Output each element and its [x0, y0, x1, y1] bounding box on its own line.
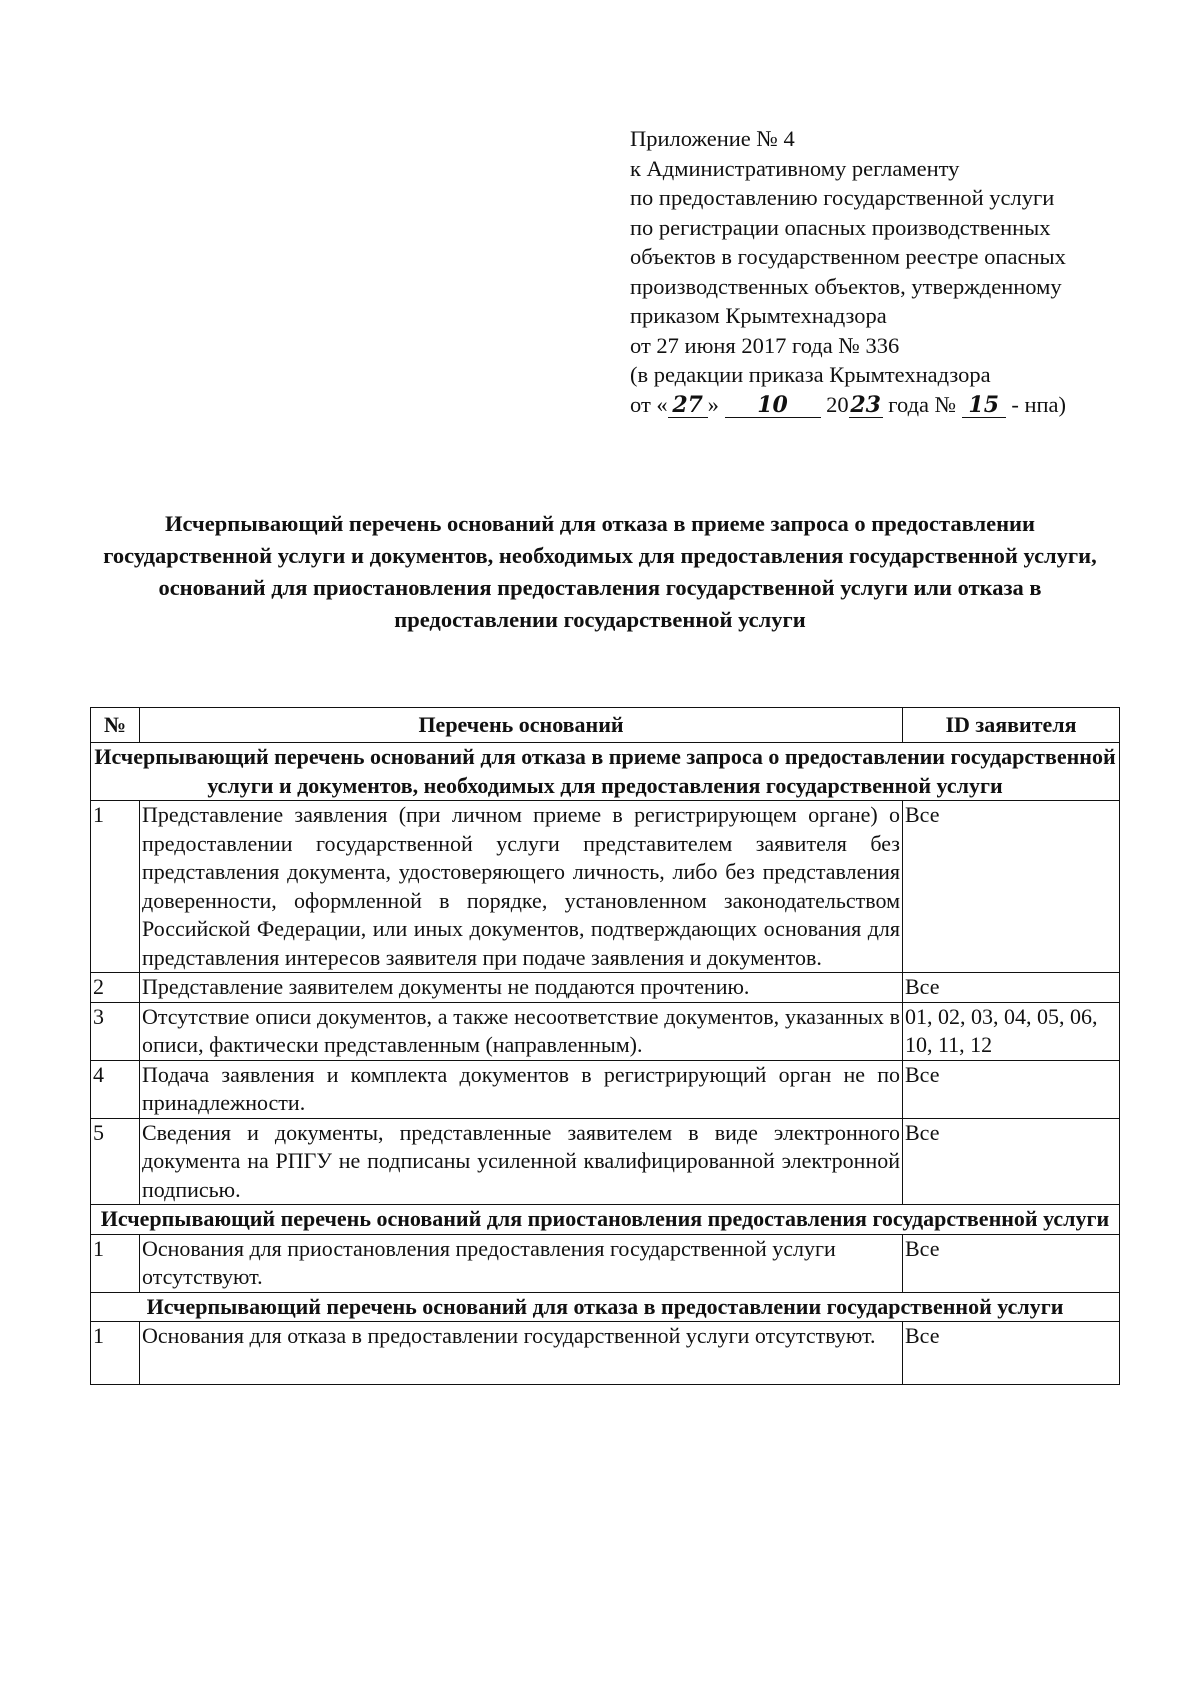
annex-line: по предоставлению государственной услуги	[630, 185, 1055, 210]
annex-line: по регистрации опасных производственных	[630, 214, 1051, 240]
row-text: Отсутствие описи документов, а также несоответствие документов, указанных в описи, фактически представленным (направленным).	[140, 1002, 903, 1060]
row-applicant-id: Все	[903, 973, 1120, 1003]
row-number: 4	[91, 1060, 140, 1118]
row-text: Основания для отказа в предоставлении государственной услуги отсутствуют.	[140, 1322, 903, 1385]
section-heading-row	[91, 1292, 1120, 1322]
section-heading: Исчерпывающий перечень оснований для приостановления предоставления государственной услуги	[91, 1205, 1120, 1235]
annex-line: приказом Крымтехнадзора	[630, 303, 887, 328]
annex-line: к Административному регламенту	[630, 155, 960, 181]
section-heading: Исчерпывающий перечень оснований для отказа в предоставлении государственной услуги	[91, 1292, 1120, 1322]
section-heading-row	[91, 1205, 1120, 1235]
table-row	[91, 1060, 1120, 1118]
grounds-table	[90, 707, 1120, 1385]
handwritten-year: 23	[850, 391, 881, 418]
date-mid: »	[707, 391, 719, 417]
row-text: Основания для приостановления предоставления государственной услуги отсутствуют.	[140, 1234, 903, 1292]
table-row	[91, 1002, 1120, 1060]
order-number-label: года №	[888, 391, 957, 417]
section-heading-row	[91, 743, 1120, 801]
header-applicant-id: ID заявителя	[903, 708, 1120, 743]
date-prefix: от «	[630, 391, 668, 417]
row-applicant-id: Все	[903, 1060, 1120, 1118]
year-prefix: 20	[826, 391, 849, 417]
row-number: 1	[91, 1322, 140, 1385]
row-number: 1	[91, 801, 140, 973]
annex-date-line	[630, 390, 1150, 420]
header-number: №	[91, 708, 140, 743]
row-text: Подача заявления и комплекта документов в регистрирующий орган не по принадлежности.	[140, 1060, 903, 1118]
annex-line: (в редакции приказа Крымтехнадзора	[630, 362, 991, 387]
row-number: 1	[91, 1234, 140, 1292]
table-row	[91, 1118, 1120, 1205]
header-grounds: Перечень оснований	[140, 708, 903, 743]
table-row	[91, 801, 1120, 973]
annex-header	[630, 124, 1150, 419]
table-row	[91, 973, 1120, 1003]
row-applicant-id: 01, 02, 03, 04, 05, 06, 10, 11, 12	[903, 1002, 1120, 1060]
row-text: Представление заявления (при личном приеме в регистрирующем органе) о предоставлении государственной услуги представителем заявителя без представления документа, удостоверяющего личность, либо без представления доверенности, оформленной в порядке, установленном законодательством Российской Федерации, или иных документов, подтверждающих основания для представления интересов заявителя при подаче заявления и документов.	[140, 801, 903, 973]
handwritten-number: 15	[962, 393, 1006, 418]
document-title: Исчерпывающий перечень оснований для отказа в приеме запроса о предоставлении государственной услуги и документов, необходимых для предоставления государственной услуги, оснований для приостановления предоставления государственной услуги или отказа в предоставлении государственной услуги	[103, 511, 1097, 632]
table-row	[91, 1234, 1120, 1292]
table-row	[91, 1322, 1120, 1385]
row-applicant-id: Все	[903, 1234, 1120, 1292]
row-number: 5	[91, 1118, 140, 1205]
row-applicant-id: Все	[903, 1322, 1120, 1385]
date-suffix: - нпа)	[1011, 391, 1067, 417]
annex-line: от 27 июня 2017 года № 336	[630, 332, 900, 358]
row-applicant-id: Все	[903, 801, 1120, 973]
row-applicant-id: Все	[903, 1118, 1120, 1205]
row-number: 3	[91, 1002, 140, 1060]
table-header-row	[91, 708, 1120, 743]
row-text: Сведения и документы, представленные заявителем в виде электронного документа на РПГУ не подписаны усиленной квалифицированной электронной подписью.	[140, 1118, 903, 1205]
section-heading: Исчерпывающий перечень оснований для отказа в приеме запроса о предоставлении государственной услуги и документов, необходимых для предоставления государственной услуги	[91, 743, 1120, 801]
annex-line: производственных объектов, утвержденному	[630, 273, 1062, 299]
row-number: 2	[91, 973, 140, 1003]
handwritten-month: 10	[725, 393, 821, 418]
row-text: Представление заявителем документы не поддаются прочтению.	[140, 973, 903, 1003]
annex-line: Приложение № 4	[630, 126, 795, 151]
annex-line: объектов в государственном реестре опасных	[630, 244, 1066, 269]
handwritten-day: 27	[668, 393, 708, 418]
